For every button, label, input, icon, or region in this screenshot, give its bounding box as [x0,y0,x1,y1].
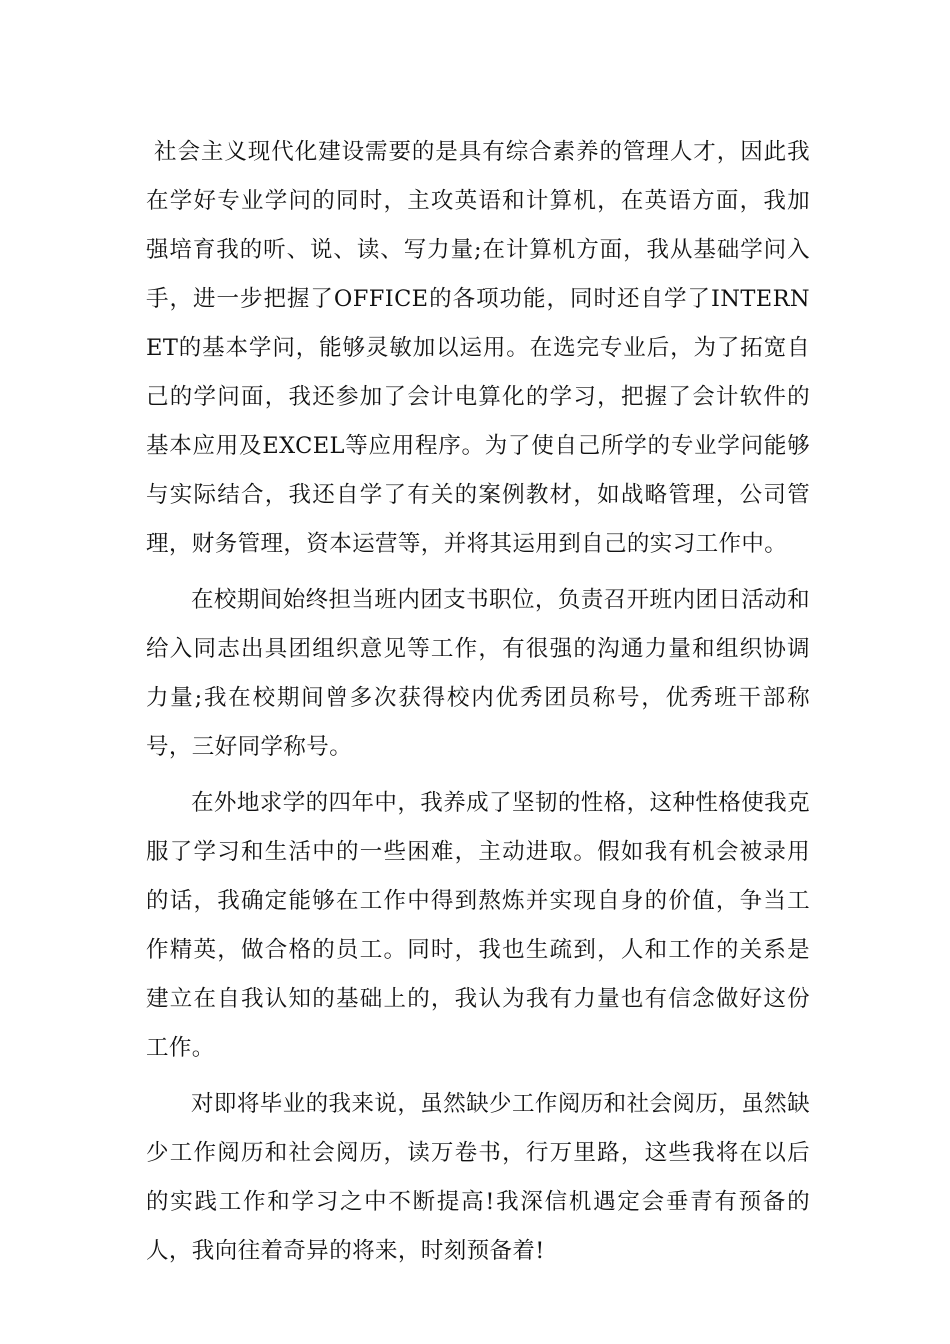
paragraph-2: 在校期间始终担当班内团支书职位，负责召开班内团日活动和给入同志出具团组织意见等工作，有很强的沟通力量和组织协调力量;我在校期间曾多次获得校内优秀团员称号，优秀班干部称号，三好同学称号。 [146,587,810,760]
document-body [146,128,810,1276]
paragraph-4: 对即将毕业的我来说，虽然缺少工作阅历和社会阅历，虽然缺少工作阅历和社会阅历，读万卷书，行万里路，这些我将在以后的实践工作和学习之中不断提高!我深信机遇定会垂青有预备的人，我向往着奇异的将来，时刻预备着! [146,1091,810,1264]
paragraph-3: 在外地求学的四年中，我养成了坚韧的性格，这种性格使我克服了学习和生活中的一些困难，主动进取。假如我有机会被录用的话，我确定能够在工作中得到熬炼并实现自身的价值，争当工作精英，做合格的员工。同时，我也生疏到，人和工作的关系是建立在自我认知的基础上的，我认为我有力量也有信念做好这份工作。 [146,790,810,1061]
paragraph-1: 社会主义现代化建设需要的是具有综合素养的管理人才，因此我在学好专业学问的同时，主攻英语和计算机，在英语方面，我加强培育我的听、说、读、写力量;在计算机方面，我从基础学问入手，进一步把握了OFFICE的各项功能，同时还自学了INTERNET的基本学问，能够灵敏加以运用。在选完专业后，为了拓宽自己的学问面，我还参加了会计电算化的学习，把握了会计软件的基本应用及EXCEL等应用程序。为了使自己所学的专业学问能够与实际结合，我还自学了有关的案例教材，如战略管理，公司管理，财务管理，资本运营等，并将其运用到自己的实习工作中。 [146,139,810,557]
